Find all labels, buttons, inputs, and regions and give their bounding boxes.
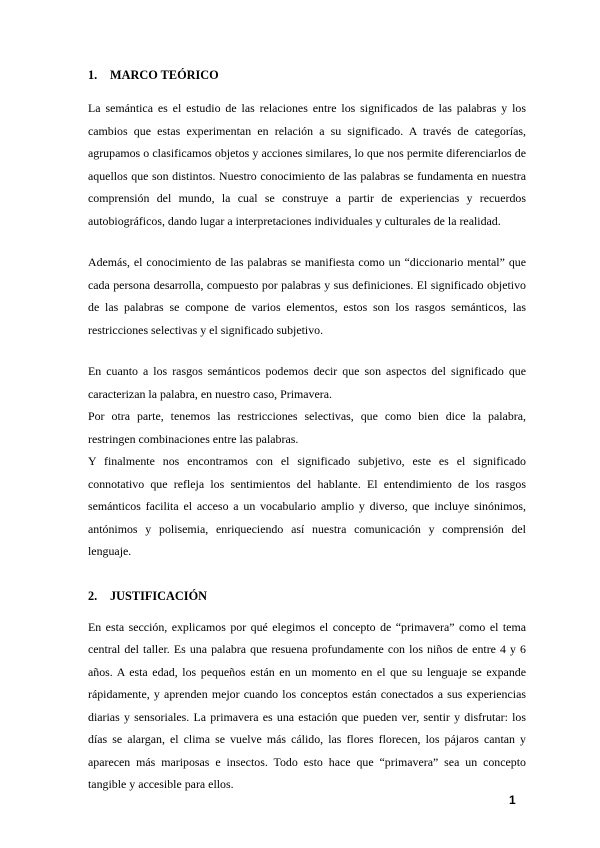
paragraph: Por otra parte, tenemos las restricciones selectivas, que como bien dice la palabra, restringen combinaciones entre las palabras. [88,409,526,446]
paragraph: La semántica es el estudio de las relaciones entre los significados de las palabras y los cambios que estas experimentan en relación a su significado. A través de categorías, agrupamos o clasificamos objetos y acciones similares, lo que nos permite diferenciarlos de aquellos que son distintos. Nuestro conocimiento de las palabras se fundamenta en nuestra comprensión del mundo, la cual se construye a partir de experiencias y recuerdos autobiográficos, dando lugar a interpretaciones individuales y culturales de la realidad. [88,101,526,228]
section-heading-marco-teorico [88,66,526,84]
section-title: MARCO TEÓRICO [110,68,219,82]
page-number: 1 [509,793,516,807]
page-content [88,66,526,796]
paragraph: Y finalmente nos encontramos con el significado subjetivo, este es el significado connotativo que refleja los sentimientos del hablante. El entendimiento de los rasgos semánticos facilita el acceso a un vocabulario amplio y diverso, que incluye sinónimos, antónimos y polisemia, enriqueciendo así nuestra comunicación y comprensión del lenguaje. [88,454,526,558]
paragraph: En esta sección, explicamos por qué elegimos el concepto de “primavera” como el tema central del taller. Es una palabra que resuena profundamente con los niños de entre 4 y 6 años. A esta edad, los pequeños están en un momento en el que su lenguaje se expande rápidamente, y aprenden mejor cuando los conceptos están conectados a sus experiencias diarias y sensoriales. La primavera es una estación que pueden ver, sentir y disfrutar: los días se alargan, el clima se vuelve más cálido, las flores florecen, los pájaros cantan y aparecen más mariposas e insectos. Todo esto hace que “primavera” sea un concepto tangible y accesible para ellos. [88,619,526,791]
section-heading-justificacion [88,587,526,605]
section-number: 2. [88,588,98,603]
section-title: JUSTIFICACIÓN [110,588,208,603]
section-number: 1. [88,68,98,82]
paragraph: En cuanto a los rasgos semánticos podemos decir que son aspectos del significado que caracterizan la palabra, en nuestro caso, Primavera. [88,364,526,401]
paragraph: Además, el conocimiento de las palabras se manifiesta como un “diccionario mental” que cada persona desarrolla, compuesto por palabras y sus definiciones. El significado objetivo de las palabras se compone de varios elementos, estos son los rasgos semánticos, las restricciones selectivas y el significado subjetivo. [88,255,526,337]
